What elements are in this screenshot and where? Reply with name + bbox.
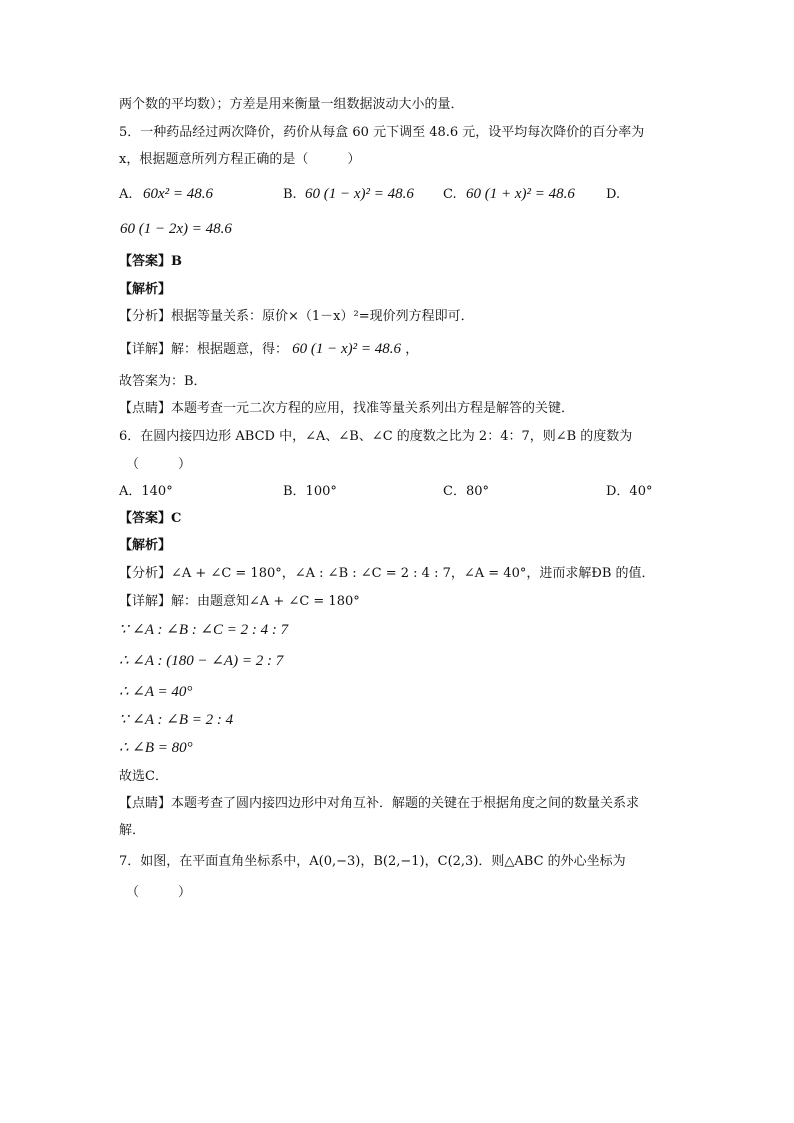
q6-step-1: ∵ ∠A : ∠B : ∠C = 2 : 4 : 7 (119, 622, 289, 638)
q6-comment-cont: 解． (119, 823, 146, 838)
q6-analysis: 【分析】∠A + ∠C = 180°，∠A : ∠B : ∠C = 2 : 4 : 7，∠A = 40°，进而求解ÐB 的值． (119, 566, 655, 581)
q5-comment: 【点睛】本题考查一元二次方程的应用，找准等量关系列出方程是解答的关键． (119, 401, 575, 416)
q5-solution (119, 340, 418, 359)
q6-option-d: D．40° (606, 484, 653, 499)
question-6-stem: 6．在圆内接四边形 ABCD 中，∠A、∠B、∠C 的度数之比为 2：4：7，则∠B 的度数为 (119, 429, 633, 444)
q5-option-a: 60x² = 48.6 (143, 186, 214, 202)
q6-analysis-heading: 【解析】 (119, 538, 172, 553)
q6-comment: 【点睛】本题考查了圆内接四边形中对角互补．解题的关键在于根据角度之间的数量关系求 (119, 796, 640, 811)
q5-answer: 【答案】B (119, 254, 182, 269)
q6-step-4: ∵ ∠A : ∠B = 2 : 4 (119, 712, 234, 728)
text-line: 两个数的平均数）；方差是用来衡量一组数据波动大小的量． (119, 97, 464, 112)
q5-option-b: 60 (1 − x)² = 48.6 (305, 186, 414, 202)
question-6-stem-cont: （ ） (126, 457, 192, 472)
q6-option-a: A．140° (119, 484, 173, 499)
q5-option-d-label: D. (606, 187, 621, 202)
q6-step-2: ∴ ∠A : (180 − ∠A) = 2 : 7 (119, 653, 284, 669)
q6-option-c: C．80° (443, 484, 489, 499)
q6-step-5: ∴ ∠B = 80° (119, 740, 193, 756)
q5-option-c-label: C. (443, 187, 457, 202)
q6-answer: 【答案】C (119, 511, 182, 526)
q5-solution-text: 【详解】解：根据题意，得： (119, 342, 289, 357)
q6-step-3: ∴ ∠A = 40° (119, 684, 193, 700)
q5-option-a-label: A. (119, 187, 133, 202)
q6-option-b: B．100° (283, 484, 337, 499)
question-7-stem: 7．如图，在平面直角坐标系中，A(0,−3)，B(2,−1)，C(2,3)．则△ABC 的外心坐标为 (119, 854, 626, 869)
q5-option-c: 60 (1 + x)² = 48.6 (466, 186, 575, 202)
q5-solution-equation: 60 (1 − x)² = 48.6 (292, 341, 402, 357)
q5-option-d: 60 (1 − 2x) = 48.6 (120, 221, 232, 237)
q6-solution-head: 【详解】解：由题意知∠A + ∠C = 180° (119, 594, 360, 609)
q5-solution-end: ， (405, 342, 419, 357)
q5-analysis-heading: 【解析】 (119, 282, 172, 297)
question-7-stem-cont: （ ） (126, 885, 192, 900)
q6-conclusion: 故选C． (119, 769, 168, 784)
q5-option-b-label: B. (283, 187, 297, 202)
question-5-stem-cont: x，根据题意所列方程正确的是（ ） (119, 152, 361, 167)
question-5-stem: 5．一种药品经过两次降价，药价从每盒 60 元下调至 48.6 元，设平均每次降价的百分率为 (119, 125, 645, 140)
q5-analysis: 【分析】根据等量关系：原价×（1－x）²=现价列方程即可． (119, 309, 474, 324)
q5-conclusion: 故答案为：B． (119, 374, 207, 389)
